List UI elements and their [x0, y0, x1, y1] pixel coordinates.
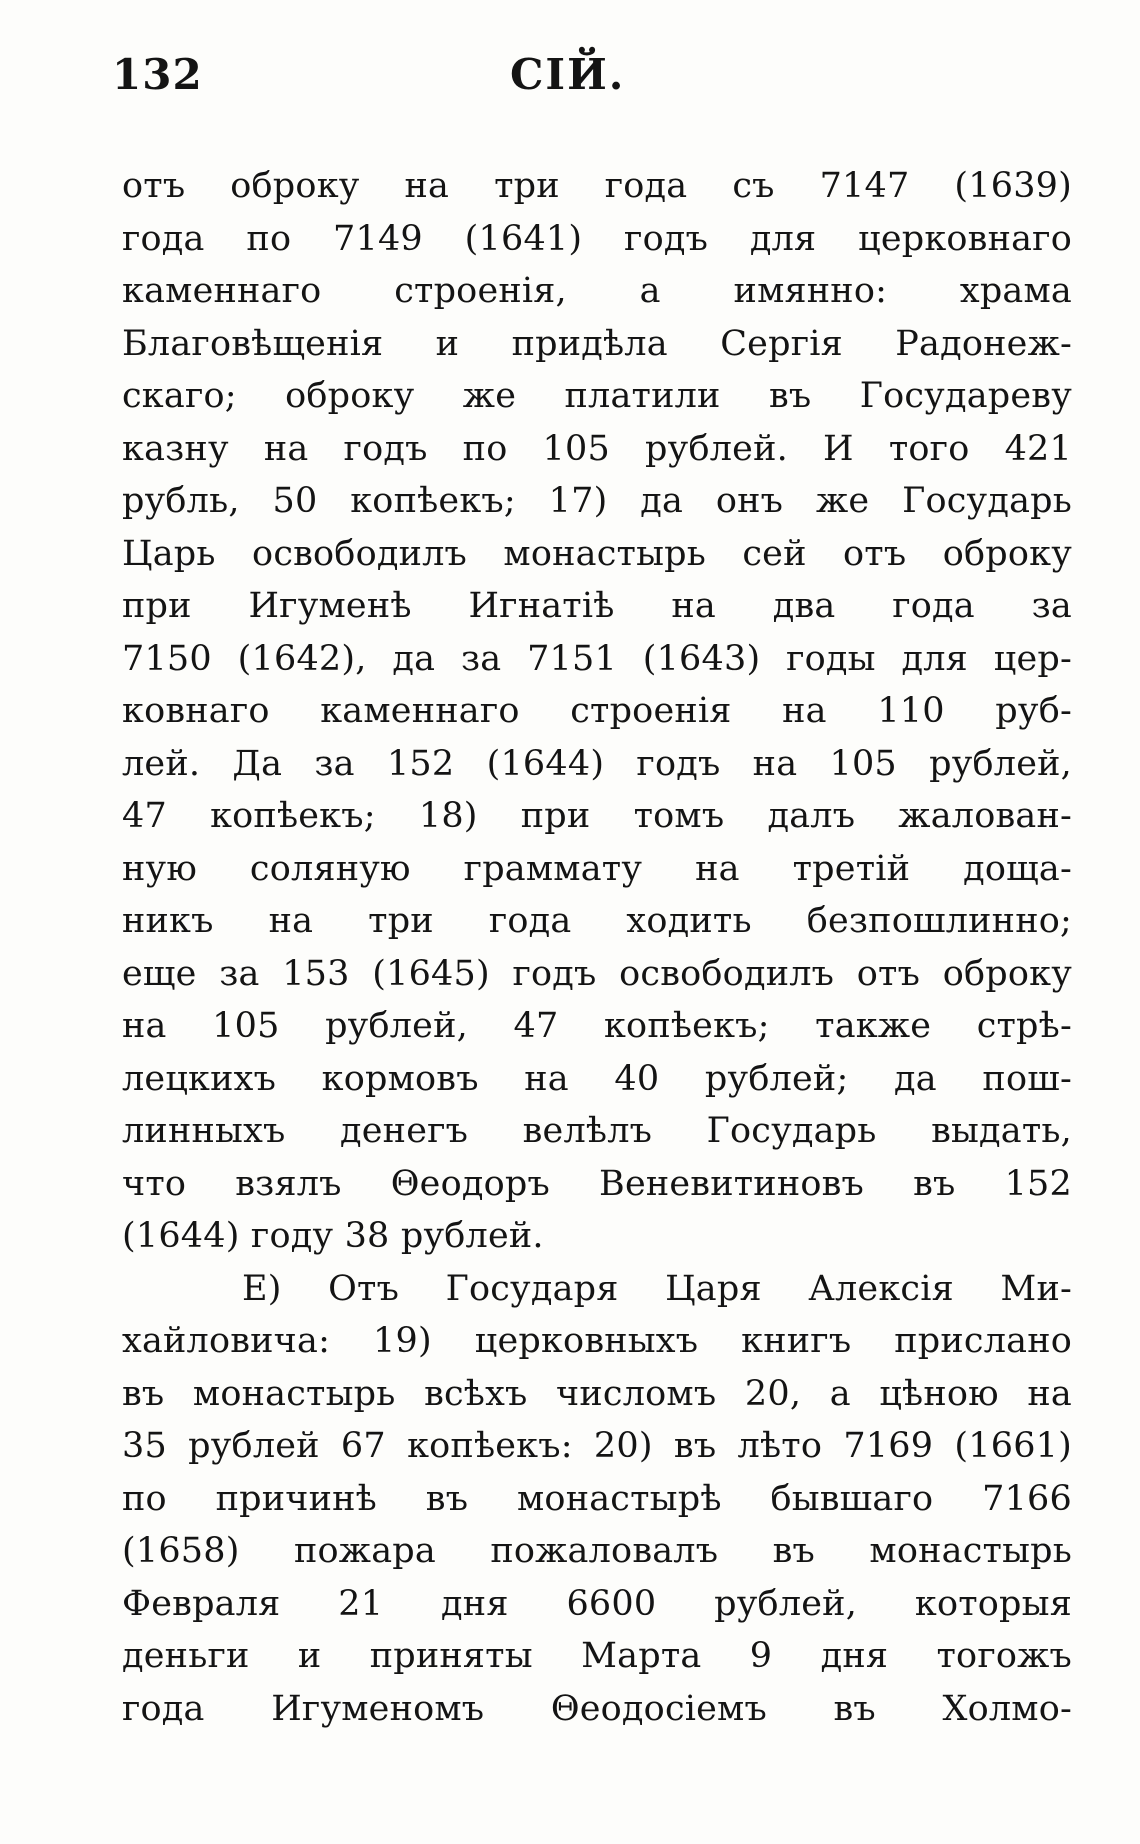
text-line: казну на годъ по 105 рублей. И того 421 — [122, 428, 1072, 469]
text-line: Е) Отъ Государя Царя Алексія Ми- — [242, 1268, 1072, 1309]
text-line: Царь освободилъ монастырь сей отъ оброку — [122, 533, 1072, 574]
running-head: СІЙ. — [510, 50, 626, 99]
text-line: рубль, 50 копѣекъ; 17) да онъ же Государь — [122, 481, 1072, 521]
text-line: 7150 (1642), да за 7151 (1643) годы для цер- — [122, 638, 1072, 679]
text-line: ную соляную граммату на третій доща- — [122, 848, 1072, 889]
body-text — [122, 160, 1072, 1735]
text-line: скаго; оброку же платили въ Государеву — [122, 376, 1072, 416]
text-line: по причинѣ въ монастырѣ бывшаго 7166 — [122, 1478, 1072, 1519]
text-line: хайловича: 19) церковныхъ книгъ прислано — [122, 1321, 1072, 1361]
text-line: лей. Да за 152 (1644) годъ на 105 рублей, — [122, 743, 1072, 784]
text-line: при Игуменѣ Игнатіѣ на два года за — [122, 586, 1072, 626]
text-line: что взялъ Θеодоръ Веневитиновъ въ 152 — [122, 1163, 1072, 1204]
page-header — [112, 50, 1072, 120]
text-line: Февраля 21 дня 6600 рублей, которыя — [122, 1583, 1072, 1624]
text-line: на 105 рублей, 47 копѣекъ; также стрѣ- — [122, 1006, 1072, 1046]
text-line: (1644) году 38 рублей. — [122, 1216, 544, 1256]
text-line: лецкихъ кормовъ на 40 рублей; да пош- — [122, 1058, 1072, 1099]
text-line: ковнаго каменнаго строенія на 110 руб- — [122, 691, 1072, 731]
text-line: каменнаго строенія, а имянно: храма — [122, 271, 1072, 311]
text-line: 35 рублей 67 копѣекъ: 20) въ лѣто 7169 (1661) — [122, 1426, 1072, 1466]
paragraph-2 — [122, 1263, 1072, 1736]
text-line: года по 7149 (1641) годъ для церковнаго — [122, 218, 1072, 259]
text-line: (1658) пожара пожаловалъ въ монастырь — [122, 1531, 1072, 1571]
text-line: отъ оброку на три года съ 7147 (1639) — [122, 166, 1072, 206]
text-line: никъ на три года ходить безпошлинно; — [122, 901, 1072, 941]
text-line: въ монастырь всѣхъ числомъ 20, а цѣною на — [122, 1373, 1072, 1414]
text-line: деньги и приняты Марта 9 дня тогожъ — [122, 1636, 1072, 1676]
page-number: 132 — [112, 50, 203, 99]
text-line: линныхъ денегъ велѣлъ Государь выдать, — [122, 1111, 1072, 1151]
text-line: еще за 153 (1645) годъ освободилъ отъ оброку — [122, 953, 1072, 994]
text-line: года Игуменомъ Θеодосіемъ въ Холмо- — [122, 1688, 1072, 1729]
text-line: Благовѣщенія и придѣла Сергія Радонеж- — [122, 323, 1072, 364]
text-line: 47 копѣекъ; 18) при томъ далъ жалован- — [122, 796, 1072, 836]
paragraph-1 — [122, 160, 1072, 1263]
